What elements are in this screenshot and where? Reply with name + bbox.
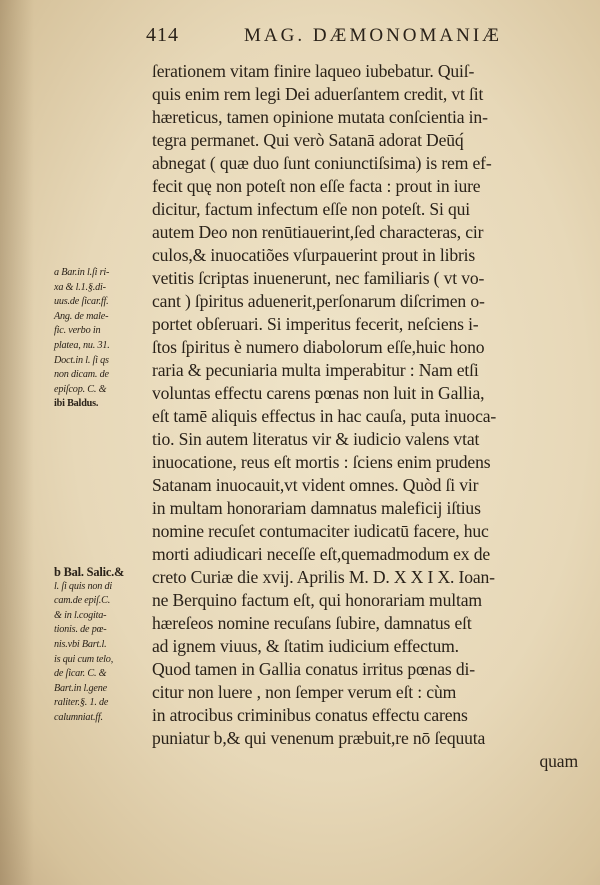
sidenote-line: non dicam. de: [54, 369, 109, 381]
sidenote-line: epiſcop. C. &: [54, 383, 107, 395]
body-line: voluntas effectu carens pœnas non luit in Gallia,: [152, 383, 485, 403]
catchword: quam: [539, 751, 578, 771]
body-line: Quod tamen in Gallia conatus irritus pœnas di-: [152, 659, 475, 679]
page-number: 414: [146, 24, 179, 46]
main-text-block: [152, 60, 584, 773]
body-line: hæreſeos nomine recuſans ſubire, damnatus eſt: [152, 613, 472, 633]
body-line: eſt tamē aliquis effectus in hac cauſa, puta inuoca-: [152, 406, 497, 426]
body-line: raria & pecuniaria multa imperabitur : Nam etſi: [152, 360, 479, 380]
sidenote-line: raliter.§. 1. de: [54, 697, 109, 709]
body-line: nomine recuſet contumaciter iudicatū facere, huc: [152, 521, 489, 541]
body-line: citur non luere , non ſemper verum eſt : cùm: [152, 682, 457, 702]
body-line: vetitis ſcriptas inuenerunt, nec familiaris ( vt vo-: [152, 268, 485, 288]
body-line: ad ignem viuus, & ſtatim iudicium effectum.: [152, 636, 459, 656]
body-line: hæreticus, tamen opinione mutata conſcientia in-: [152, 107, 488, 127]
body-line: autem Deo non renūtiauerint,ſed characteras, cir: [152, 222, 484, 242]
body-line: tegra permanet. Qui verò Satanā adorat Deūq́: [152, 130, 464, 150]
body-line: fecit quę non poteſt non eſſe facta : prout in iure: [152, 176, 481, 196]
sidenote-line: de ſicar. C. &: [54, 668, 107, 680]
body-line: portet obſeruari. Si imperitus fecerit, neſciens i-: [152, 314, 479, 334]
sidenote-line: uus.de ſicar.ff.: [54, 296, 109, 308]
body-line: culos,& inuocatiões vſurpauerint prout in libris: [152, 245, 476, 265]
sidenote-line: & in l.cogita-: [54, 609, 107, 621]
sidenote-line: platea, nu. 31.: [54, 339, 110, 351]
body-line: quis enim rem legi Dei aduerſantem credit, vt ſit: [152, 84, 484, 104]
body-line: Satanam inuocauit,vt vident omnes. Quòd ſi vir: [152, 475, 479, 495]
sidenote-line: cam.de epiſ.C.: [54, 595, 111, 607]
sidenote-line: ibi Baldus.: [54, 398, 99, 410]
body-line: creto Curiæ die xvij. Aprilis M. D. X X I X. Ioan-: [152, 567, 495, 587]
body-line: inuocatione, reus eſt mortis : ſciens enim prudens: [152, 452, 491, 472]
body-line: ſtos ſpiritus è numero diabolorum eſſe,huic hono: [152, 337, 485, 357]
body-line: in multam honorariam damnatus maleficij iſtius: [152, 498, 481, 518]
sidenote-line: b Bal. Salic.&: [54, 565, 125, 579]
sidenote-line: tionis. de pœ-: [54, 624, 107, 636]
body-line: in atrocibus criminibus conatus effectu carens: [152, 705, 468, 725]
sidenote-line: a Bar.in l.ſi ri-: [54, 267, 110, 278]
sidenote-line: l. ſi quis non di: [54, 580, 113, 592]
sidenote-line: Doct.in l. ſi qs: [54, 354, 109, 366]
body-line: morti adiudicari neceſſe eſt,quemadmodum ex de: [152, 544, 491, 564]
body-line: abnegat ( quæ duo ſunt coniunctiſsima) is rem ef-: [152, 153, 492, 173]
body-line: ne Berquino factum eſt, qui honorariam multam: [152, 590, 482, 610]
sidenote-line: Bart.in l.gene: [54, 682, 107, 694]
body-line: dicitur, factum infectum eſſe non poteſt. Si qui: [152, 199, 470, 219]
page-header: [0, 24, 600, 50]
sidenote-line: Ang. de male-: [54, 310, 109, 322]
marginal-notes-a: [54, 266, 150, 412]
sidenote-line: xa & l.1.§.di-: [54, 281, 106, 293]
body-line: cant ) ſpiritus aduenerit,perſonarum diſcrimen o-: [152, 291, 485, 311]
marginal-notes-b: [54, 565, 150, 726]
sidenote-line: nis.vbi Bart.l.: [54, 638, 107, 650]
body-line: puniatur b,& qui venenum præbuit,re nō ſequuta: [152, 728, 486, 748]
sidenote-line: is qui cum telo,: [54, 653, 114, 665]
body-line: tio. Sin autem literatus vir & iudicio valens vtat: [152, 429, 480, 449]
running-title: MAG. DÆMONOMANIÆ: [244, 25, 503, 46]
body-line: ſerationem vitam finire laqueo iubebatur. Quiſ-: [152, 61, 475, 81]
sidenote-line: fic. verbo in: [54, 325, 101, 337]
sidenote-line: calumniat.ff.: [54, 711, 103, 723]
